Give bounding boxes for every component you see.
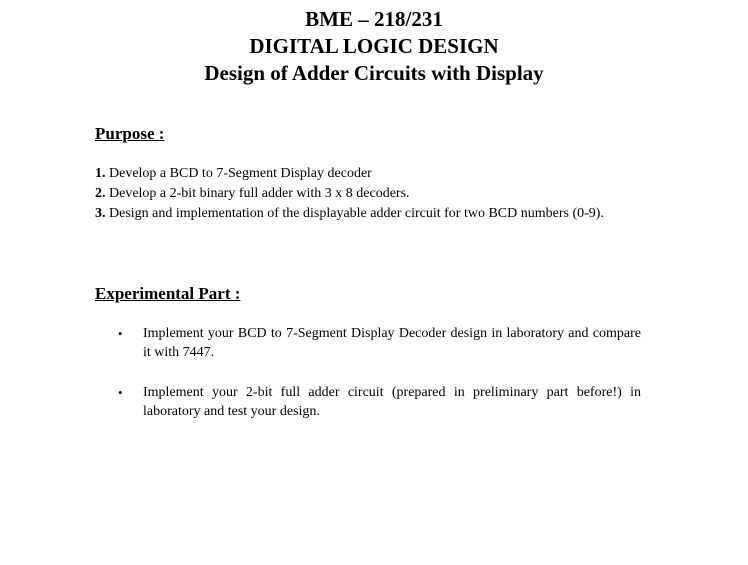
purpose-item-text: Develop a 2-bit binary full adder with 3 x 8 decoders. [105, 186, 410, 201]
bullet-icon: • [118, 326, 123, 341]
course-code: BME – 218/231 [305, 7, 443, 31]
purpose-heading: Purpose : [95, 124, 165, 143]
purpose-item [95, 184, 640, 204]
purpose-item-number: 3. [95, 206, 106, 221]
purpose-item-text: Design and implementation of the displayable adder circuit for two BCD numbers (0-9). [105, 206, 604, 221]
experimental-item-text: Implement your BCD to 7-Segment Display Decoder design in laboratory and compare it with 7447. [143, 326, 641, 360]
experimental-part-heading: Experimental Part : [95, 284, 241, 303]
purpose-item-text: Develop a BCD to 7-Segment Display decoder [105, 166, 372, 181]
purpose-item [95, 164, 640, 184]
purpose-list [95, 164, 640, 224]
document-title-block [0, 6, 748, 87]
experimental-item-text: Implement your 2-bit full adder circuit (prepared in preliminary part before!) in laboratory and test your design. [143, 385, 641, 419]
experiment-title: Design of Adder Circuits with Display [204, 61, 544, 85]
course-subject: DIGITAL LOGIC DESIGN [249, 34, 499, 58]
bullet-icon: • [118, 385, 123, 400]
purpose-item [95, 204, 640, 224]
purpose-item-number: 1. [95, 166, 106, 181]
purpose-item-number: 2. [95, 186, 106, 201]
